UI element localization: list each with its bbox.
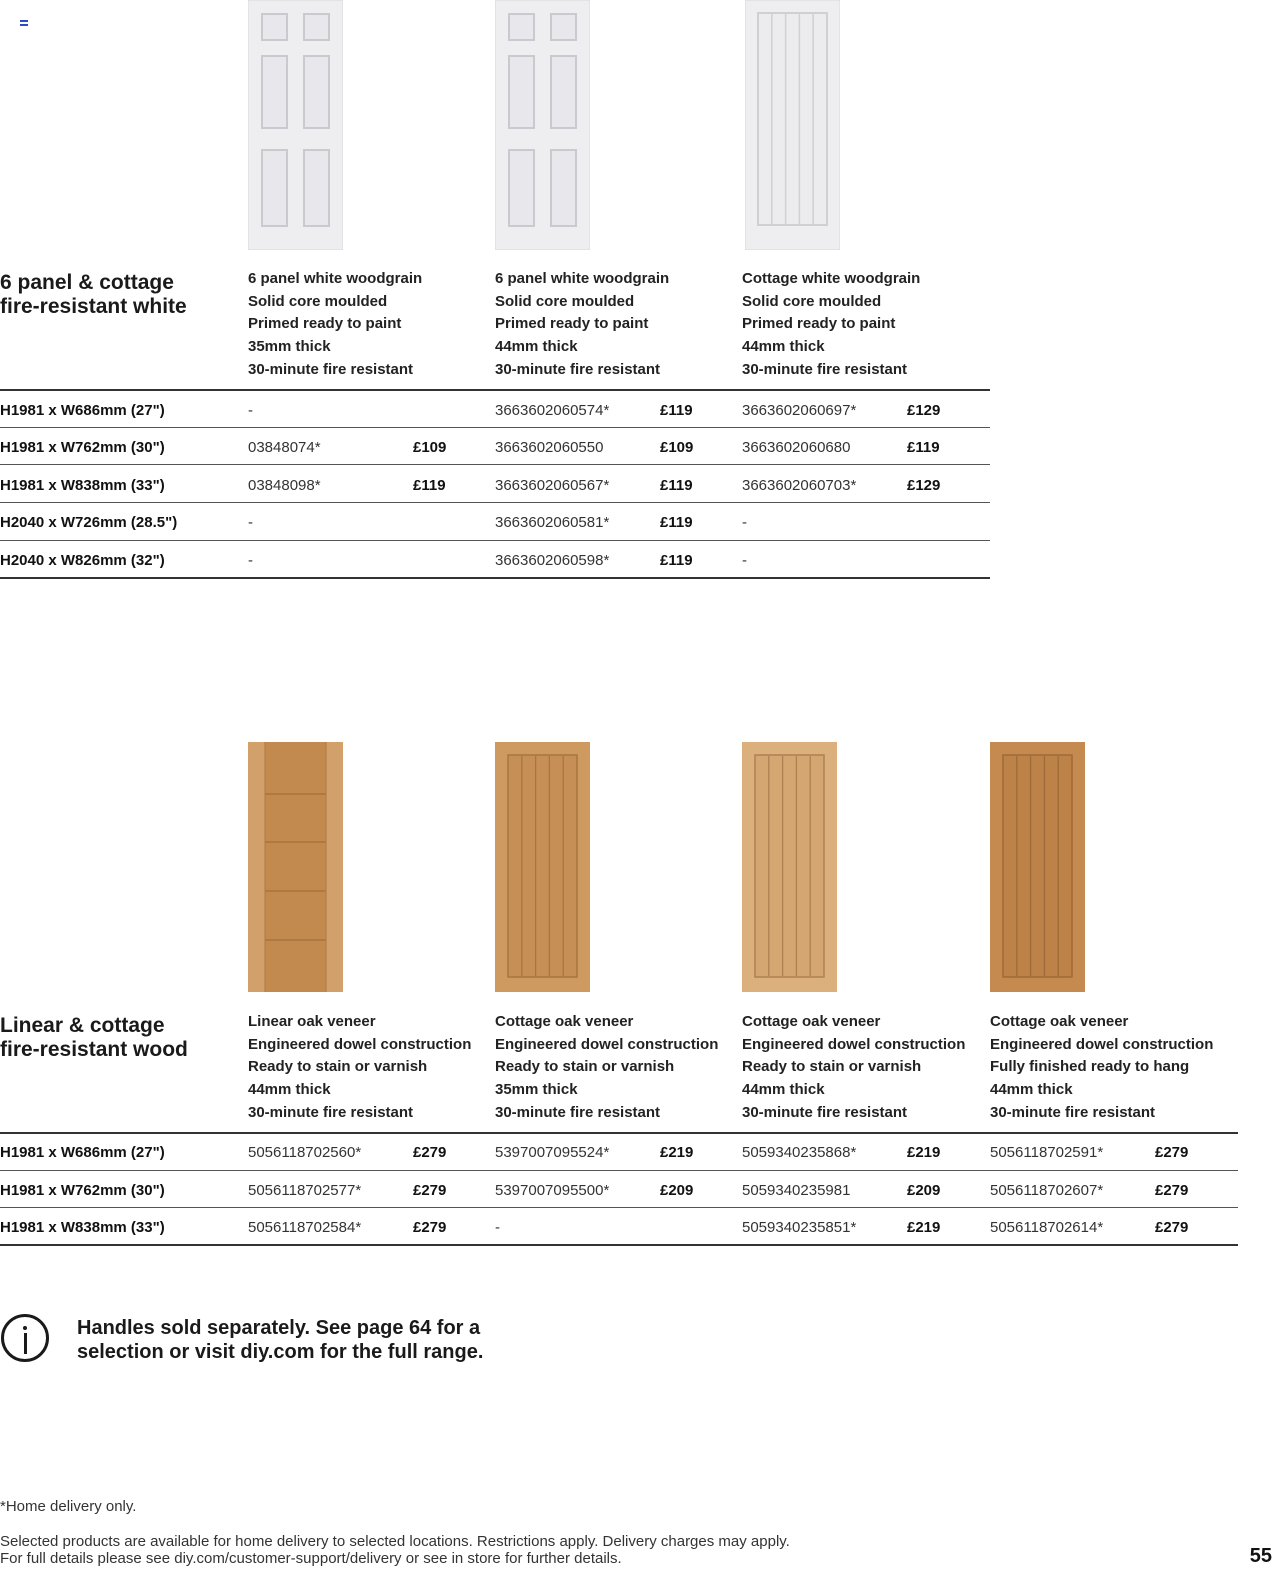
product-code: - — [248, 514, 253, 531]
product-code: 5056118702577* — [248, 1182, 362, 1199]
product-price: £209 — [660, 1182, 694, 1199]
product-code: - — [248, 402, 253, 419]
product-price: £119 — [660, 402, 693, 419]
product-code: 5397007095524* — [495, 1144, 610, 1161]
product-price: £109 — [413, 439, 447, 456]
delivery-disclaimer: Selected products are available for home delivery to selected locations. Restrictions apply. Delivery charges may apply. — [0, 1533, 790, 1550]
brand-mark-icon — [20, 20, 28, 26]
product-price: £279 — [413, 1182, 447, 1199]
table-divider — [0, 1207, 1238, 1208]
product-price: £279 — [413, 1219, 447, 1236]
product-price: £119 — [413, 477, 446, 494]
table-divider — [0, 427, 990, 428]
size-label: H2040 x W726mm (28.5") — [0, 514, 178, 531]
product-code: 3663602060598* — [495, 552, 610, 569]
product-image-linear-oak — [248, 742, 343, 992]
size-label: H1981 x W686mm (27") — [0, 1144, 165, 1161]
table-divider — [0, 1132, 1238, 1134]
product-description: 6 panel white woodgrain Solid core moulded Primed ready to paint 44mm thick 30-minute fire resistant — [495, 270, 670, 378]
product-description: Cottage white woodgrain Solid core moulded Primed ready to paint 44mm thick 30-minute fire resistant — [742, 270, 921, 378]
delivery-footnote: *Home delivery only. — [0, 1498, 137, 1515]
product-code: 5059340235851* — [742, 1219, 857, 1236]
product-code: 3663602060680 — [742, 439, 851, 456]
product-image-cottage-oak-finished — [990, 742, 1085, 992]
product-price: £279 — [1155, 1219, 1189, 1236]
product-code: 3663602060550 — [495, 439, 604, 456]
info-icon — [1, 1314, 49, 1362]
size-label: H1981 x W762mm (30") — [0, 1182, 165, 1199]
size-label: H1981 x W838mm (33") — [0, 477, 165, 494]
section-title-white: 6 panel & cottage fire-resistant white — [0, 271, 187, 318]
product-price: £279 — [413, 1144, 447, 1161]
product-description: Linear oak veneer Engineered dowel construction Ready to stain or varnish 44mm thick 30-minute fire resistant — [248, 1013, 472, 1121]
product-code: 5056118702591* — [990, 1144, 1104, 1161]
product-code: - — [742, 552, 747, 569]
product-price: £219 — [660, 1144, 694, 1161]
product-price: £119 — [660, 477, 693, 494]
product-code: 3663602060567* — [495, 477, 610, 494]
product-code: 3663602060581* — [495, 514, 610, 531]
product-code: 3663602060574* — [495, 402, 610, 419]
product-price: £129 — [907, 477, 941, 494]
table-divider — [0, 502, 990, 503]
product-code: 5059340235868* — [742, 1144, 857, 1161]
table-divider — [0, 1170, 1238, 1171]
product-code: 3663602060697* — [742, 402, 857, 419]
table-divider — [0, 577, 990, 579]
product-image-cottage-oak-44mm — [742, 742, 837, 992]
table-divider — [0, 1244, 1238, 1246]
product-price: £119 — [660, 514, 693, 531]
product-code: 5056118702614* — [990, 1219, 1104, 1236]
product-code: 5059340235981 — [742, 1182, 851, 1199]
product-description: 6 panel white woodgrain Solid core moulded Primed ready to paint 35mm thick 30-minute fire resistant — [248, 270, 423, 378]
product-price: £219 — [907, 1219, 941, 1236]
product-code: - — [742, 514, 747, 531]
product-image-white-cottage — [745, 0, 840, 250]
page-number: 55 — [1249, 1545, 1272, 1567]
size-label: H1981 x W838mm (33") — [0, 1219, 165, 1236]
size-label: H1981 x W762mm (30") — [0, 439, 165, 456]
product-price: £119 — [907, 439, 940, 456]
product-code: 5056118702584* — [248, 1219, 362, 1236]
product-code: 03848098* — [248, 477, 321, 494]
table-divider — [0, 540, 990, 541]
product-price: £119 — [660, 552, 693, 569]
product-code: 5397007095500* — [495, 1182, 610, 1199]
section-title-wood: Linear & cottage fire-resistant wood — [0, 1014, 188, 1061]
product-image-white-6-panel-44mm — [495, 0, 590, 250]
product-code: 3663602060703* — [742, 477, 857, 494]
product-code: - — [495, 1219, 500, 1236]
product-price: £279 — [1155, 1182, 1189, 1199]
product-price: £129 — [907, 402, 941, 419]
product-code: 03848074* — [248, 439, 321, 456]
product-price: £219 — [907, 1144, 941, 1161]
size-label: H2040 x W826mm (32") — [0, 552, 165, 569]
delivery-disclaimer: For full details please see diy.com/customer-support/delivery or see in store for further details. — [0, 1550, 622, 1567]
product-image-white-6-panel-35mm — [248, 0, 343, 250]
handles-note: Handles sold separately. See page 64 for a selection or visit diy.com for the full range. — [77, 1317, 484, 1363]
product-description: Cottage oak veneer Engineered dowel construction Ready to stain or varnish 35mm thick 30-minute fire resistant — [495, 1013, 719, 1121]
table-divider — [0, 464, 990, 465]
product-price: £279 — [1155, 1144, 1189, 1161]
product-description: Cottage oak veneer Engineered dowel construction Fully finished ready to hang 44mm thick 30-minute fire resistant — [990, 1013, 1214, 1121]
product-code: - — [248, 552, 253, 569]
product-code: 5056118702607* — [990, 1182, 1104, 1199]
product-image-cottage-oak-35mm — [495, 742, 590, 992]
product-price: £109 — [660, 439, 694, 456]
product-description: Cottage oak veneer Engineered dowel construction Ready to stain or varnish 44mm thick 30-minute fire resistant — [742, 1013, 966, 1121]
product-code: 5056118702560* — [248, 1144, 362, 1161]
table-divider — [0, 389, 990, 391]
product-price: £209 — [907, 1182, 941, 1199]
size-label: H1981 x W686mm (27") — [0, 402, 165, 419]
